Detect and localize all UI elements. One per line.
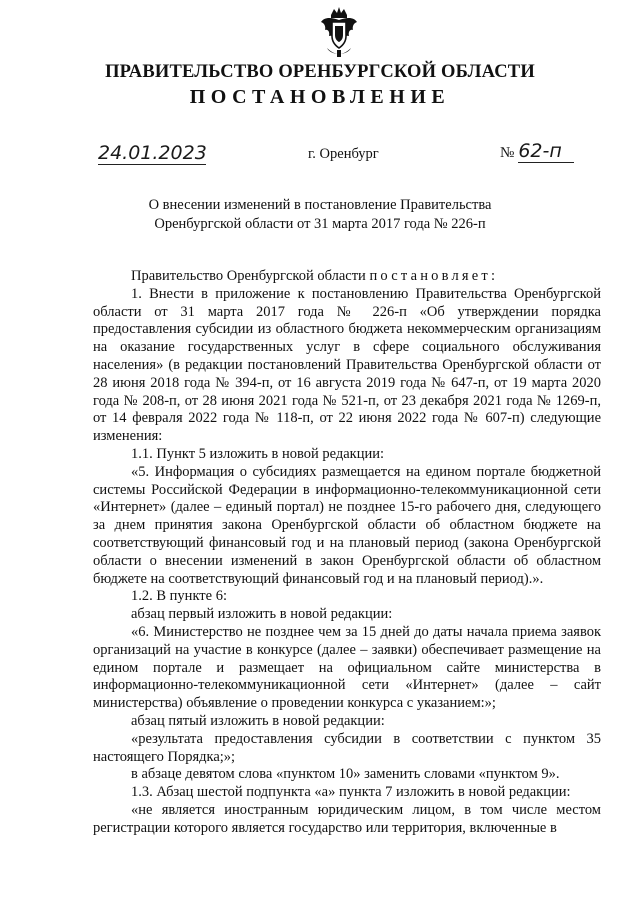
subject-line: О внесении изменений в постановление Правительства bbox=[148, 197, 492, 213]
body-paragraph: «5. Информация о субсидиях размещается на едином портале бюджетной системы Российской Федерации в информационно-телекоммуникационной сети «Интернет» (далее – единый портал) не позднее 15-го рабочего дня, следующего за днем принятия закона Оренбургской области об областном бюджете на соответствующий финансовый год и на плановый период (закона Оренбургской области о внесении изменений в закон Оренбургской области об областном бюджете на соответствующий финансовый год и на плановый период).». bbox=[93, 463, 601, 587]
document-body bbox=[93, 268, 601, 838]
document-city: г. Оренбург bbox=[308, 146, 379, 162]
government-title: ПРАВИТЕЛЬСТВО ОРЕНБУРГСКОЙ ОБЛАСТИ bbox=[105, 62, 535, 82]
document-number: 62-п bbox=[518, 141, 574, 163]
body-paragraph: «результата предоставления субсидии в соответствии с пунктом 35 настоящего Порядка;»; bbox=[93, 730, 601, 765]
document-date: 24.01.2023 bbox=[98, 142, 207, 164]
body-paragraph: 1.3. Абзац шестой подпункта «а» пункта 7 изложить в новой редакции: bbox=[131, 784, 571, 801]
body-paragraph: абзац первый изложить в новой редакции: bbox=[131, 606, 393, 623]
number-sign: № bbox=[500, 145, 515, 161]
intro-paragraph bbox=[93, 268, 601, 286]
body-paragraph: 1. Внести в приложение к постановлению Правительства Оренбургской области от 31 марта 2017 года № 226-п «Об утверждении порядка предоставления субсидии из областного бюджета некоммерческим организациям на оказание государственных услуг в сфере социального обслуживания населения» (в редакции постановлений Правительства Оренбургской области от 28 июня 2018 года № 394-п, от 16 августа 2019 года № 647-п, от 19 марта 2020 года № 208-п, от 28 июня 2021 года № 521-п, от 23 декабря 2021 года № 1269-п, от 14 февраля 2022 года № 118-п, от 22 июня 2022 года № 607-п) следующие изменения: bbox=[93, 285, 601, 445]
body-paragraph: «6. Министерство не позднее чем за 15 дней до даты начала приема заявок организаций на участие в конкурсе (далее – заявки) обеспечивает размещение на едином портале и размещает на официальном сайте министерства в информационно-телекоммуникационной сети «Интернет» (далее – сайт министерства) объявление о проведении конкурса с указанием:»; bbox=[93, 623, 601, 712]
coat-of-arms-icon bbox=[319, 6, 359, 58]
document-type-title: ПОСТАНОВЛЕНИЕ bbox=[189, 86, 451, 108]
document-subject bbox=[0, 196, 640, 234]
document-number-block bbox=[500, 141, 574, 163]
body-paragraph: абзац пятый изложить в новой редакции: bbox=[131, 712, 385, 729]
body-paragraph: 1.1. Пункт 5 изложить в новой редакции: bbox=[131, 445, 385, 462]
body-paragraph: «не является иностранным юридическим лицом, в том числе местом регистрации которого является государство или территория, включенные в bbox=[93, 801, 601, 836]
intro-lead: Правительство Оренбургской области bbox=[131, 268, 370, 284]
subject-line: Оренбургской области от 31 марта 2017 года № 226-п bbox=[154, 216, 486, 232]
body-paragraph: в абзаце девятом слова «пунктом 10» заменить словами «пунктом 9». bbox=[131, 766, 560, 783]
intro-verb: постановляет: bbox=[369, 268, 499, 284]
body-paragraph: 1.2. В пункте 6: bbox=[131, 588, 227, 605]
